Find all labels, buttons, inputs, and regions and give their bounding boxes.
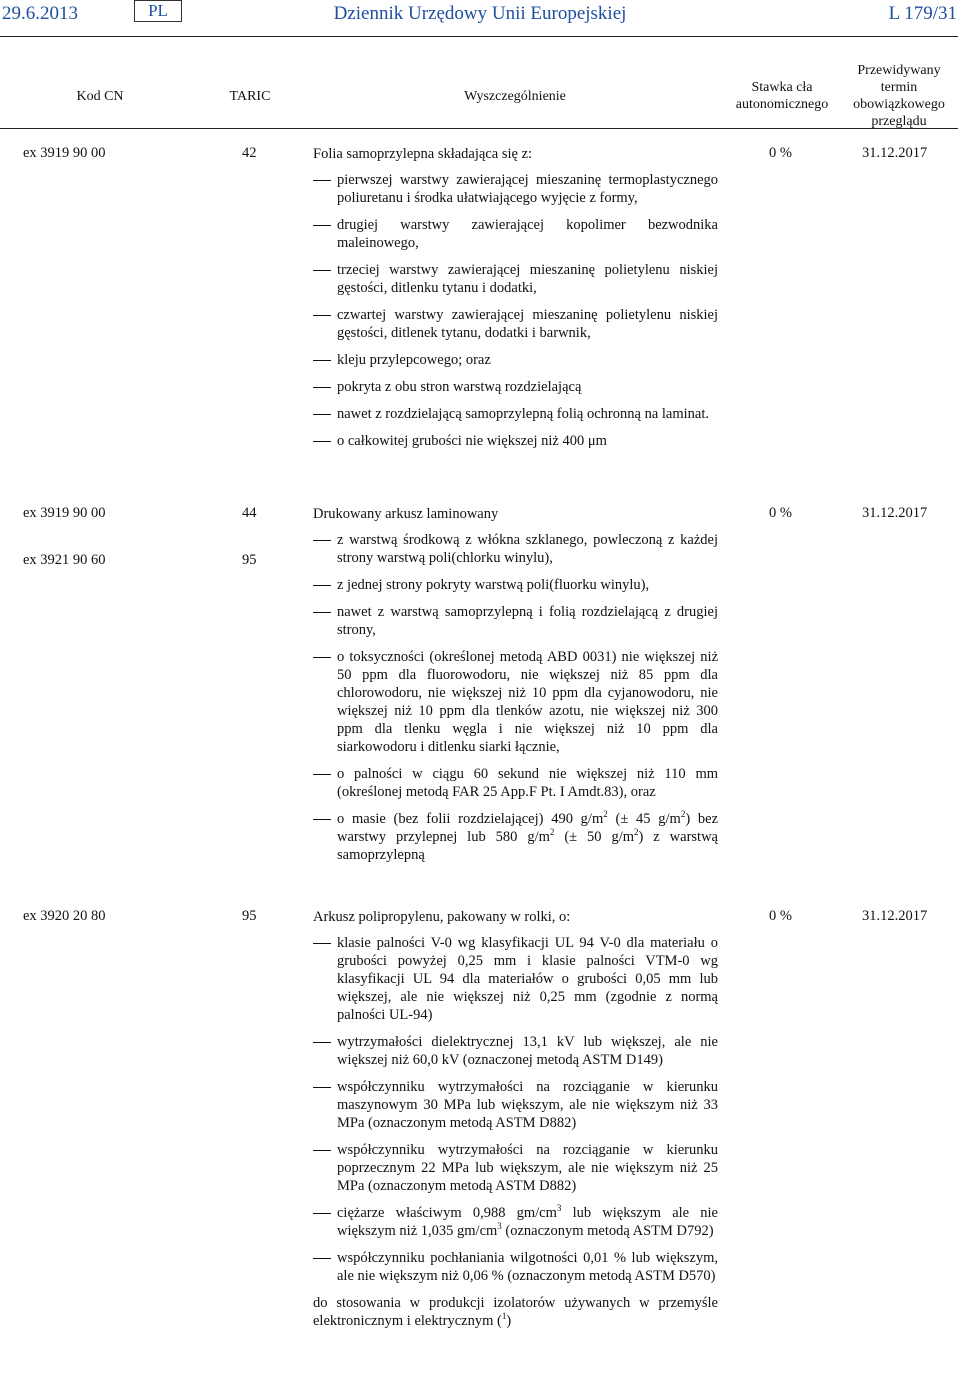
product-description — [313, 908, 718, 1330]
description-lead: Drukowany arkusz laminowany — [313, 506, 499, 522]
review-date: 31.12.2017 — [862, 505, 928, 521]
product-description — [313, 145, 718, 459]
list-item: o toksyczności (określonej metodą ABD 0031) nie większej niż 50 ppm dla fluorowodoru, nie większej niż 85 ppm dla chlorowodoru, nie większej niż 10 ppm dla cyjanowodoru, nie większej niż 10 ppm dla tlenków azotu, nie większej niż 300 ppm dla tlenku węgla i nie większej niż 10 ppm dla siarkowodoru i ditlenku siarki łącznie, — [337, 649, 718, 755]
taric-code: 95 — [242, 908, 257, 924]
header-rule — [0, 36, 958, 37]
taric-code: 44 — [242, 505, 257, 521]
publication-date: 29.6.2013 — [2, 3, 78, 24]
list-item: o palności w ciągu 60 sekund nie większej niż 110 mm (określonej metodą FAR 25 App.F Pt. I Amdt.83), oraz — [337, 766, 718, 800]
list-item: z warstwą środkową z włókna szklanego, powleczoną z każdej strony warstwą poli(chlorku winylu), — [337, 532, 718, 566]
journal-title: Dziennik Urzędowy Unii Europejskiej — [333, 3, 627, 24]
taric-code: 95 — [242, 552, 257, 568]
list-item: wytrzymałości dielektrycznej 13,1 kV lub większej, ale nie większej niż 60,0 kV (oznaczonej metodą ASTM D149) — [337, 1034, 718, 1068]
product-description — [313, 505, 718, 873]
list-item: o masie (bez folii rozdzielającej) 490 $g/m^2$ (± 45 $g/m^2$) bez warstwy przylepnej lub 580 $g/m^2$ (± 50 $g/m^2$) z warstwą samoprzylepną — [337, 809, 719, 863]
column-header-cn: Kod CN — [76, 88, 124, 104]
list-item: kleju przylepcowego; oraz — [337, 352, 491, 368]
taric-code: 42 — [242, 145, 257, 161]
cn-code: ex 3920 20 80 — [23, 908, 106, 924]
list-item: nawet z warstwą samoprzylepną i folią rozdzielającą z drugiej strony, — [337, 604, 718, 638]
usage-note: do stosowania w produkcji izolatorów używanych w przemyśle elektronicznym i elektrycznym ($^1$) — [313, 1295, 718, 1329]
list-item: ciężarze właściwym 0,988 $gm/cm^3$ lub większym ale nie większym niż 1,035 $gm/cm^3$ (oznaczonym metodą ASTM D792) — [337, 1203, 718, 1239]
language-badge: PL — [134, 0, 182, 22]
list-item: klasie palności V-0 wg klasyfikacji UL 94 V-0 dla materiału o grubości powyżej 0,25 mm i klasie palności VTM-0 wg klasyfikacji UL 94 dla materiałów o grubości 0,05 mm lub większej, ale nie większej niż 0,25 mm (zgodnie z normą palności UL-94) — [337, 935, 718, 1023]
list-item: z jednej strony pokryty warstwą poli(fluorku winylu), — [337, 577, 650, 593]
list-item: współczynniku pochłaniania wilgotności 0,01 % lub większym, ale nie większym niż 0,06 % (oznaczonym metodą ASTM D570) — [337, 1250, 718, 1284]
duty-rate: 0 % — [769, 908, 792, 924]
footnote-ref[interactable]: 1 — [501, 1311, 507, 1322]
list-item: trzeciej warstwy zawierającej mieszaninę polietylenu niskiej gęstości, ditlenku tytanu i dodatki, — [337, 262, 718, 296]
page-number: L 179/31 — [888, 3, 957, 24]
review-date: 31.12.2017 — [862, 908, 928, 924]
column-header-review: Przewidywany termin obowiązkowego przeglądu — [853, 63, 945, 129]
list-item: współczynniku wytrzymałości na rozciąganie w kierunku maszynowym 30 MPa lub większym, ale nie większym niż 33 MPa (oznaczonym metodą ASTM D882) — [337, 1079, 718, 1131]
description-lead: Arkusz polipropylenu, pakowany w rolki, o: — [313, 909, 571, 925]
list-item: nawet z rozdzielającą samoprzylepną folią ochronną na laminat. — [337, 406, 709, 422]
list-item: drugiej warstwy zawierającej kopolimer bezwodnika maleinowego, — [337, 217, 718, 251]
duty-rate: 0 % — [769, 505, 792, 521]
cn-code: ex 3921 90 60 — [23, 552, 106, 568]
list-item: współczynniku wytrzymałości na rozciąganie w kierunku poprzecznym 22 MPa lub większym, ale nie większym niż 25 MPa (oznaczonym metodą ASTM D882) — [337, 1142, 718, 1194]
list-item: o całkowitej grubości nie większej niż 400 μm — [337, 433, 607, 449]
review-date: 31.12.2017 — [862, 145, 928, 161]
list-item: pierwszej warstwy zawierającej mieszaninę termoplastycznego poliuretanu i środka ułatwiającego wyjęcie z formy, — [337, 172, 718, 206]
column-header-taric: TARIC — [229, 88, 271, 104]
list-item: pokryta z obu stron warstwą rozdzielającą — [337, 379, 582, 395]
cn-code: ex 3919 90 00 — [23, 505, 106, 521]
cn-code: ex 3919 90 00 — [23, 145, 106, 161]
description-lead: Folia samoprzylepna składająca się z: — [313, 146, 533, 162]
page-header — [0, 0, 960, 30]
table-header-rule — [0, 128, 958, 129]
list-item: czwartej warstwy zawierającej mieszaninę polietylenu niskiej gęstości, ditlenek tytanu, dodatki i barwnik, — [337, 307, 718, 341]
column-header-rate: Stawka cła autonomicznego — [735, 80, 829, 112]
column-header-description: Wyszczególnienie — [464, 88, 566, 104]
duty-rate: 0 % — [769, 145, 792, 161]
